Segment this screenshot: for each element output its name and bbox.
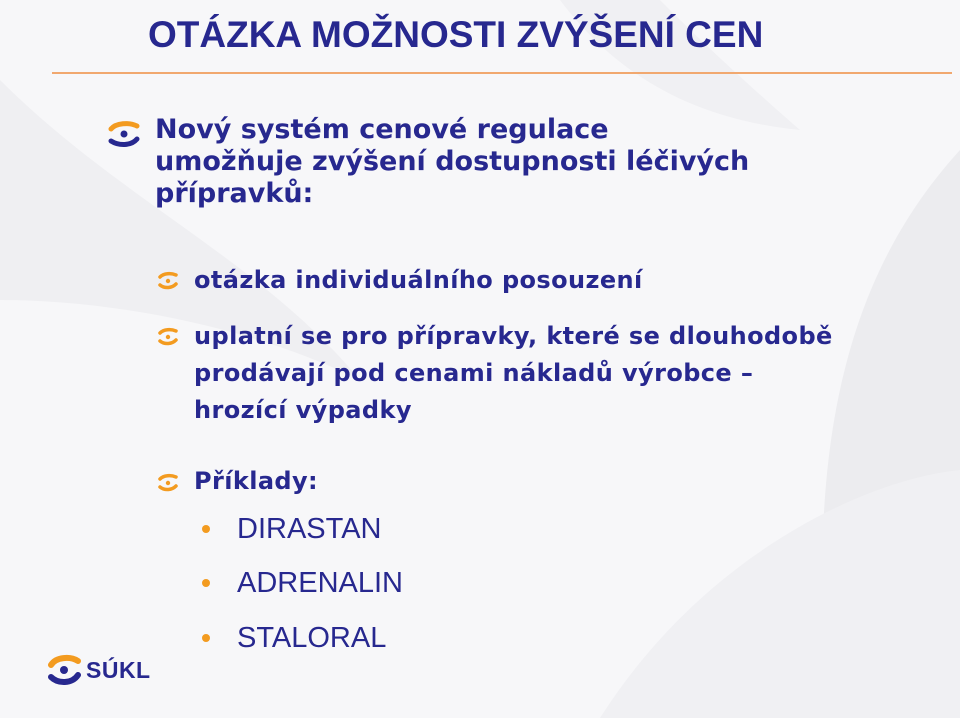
main-bullet-line: umožňuje zvýšení dostupnosti léčivých [155, 146, 750, 177]
swoosh-bullet-icon [157, 473, 179, 493]
example-item: DIRASTAN [237, 513, 382, 545]
main-bullet-line: Nový systém cenové regulace [155, 114, 609, 145]
sub-bullet-line: prodávají pod cenami nákladů výrobce – [194, 359, 754, 387]
sub-bullet-text [194, 318, 833, 429]
sub-bullet-text [194, 262, 643, 299]
sub-bullet-line: hrozící výpadky [194, 396, 412, 424]
example-item: STALORAL [237, 622, 387, 654]
sub-bullet-line: uplatní se pro přípravky, které se dlouhodobě [194, 322, 833, 350]
sukl-logo-icon [46, 654, 82, 688]
slide-title: OTÁZKA MOŽNOSTI ZVÝŠENÍ CEN [148, 14, 764, 55]
sub-bullet-line: otázka individuálního posouzení [194, 266, 643, 294]
swoosh-bullet-icon [107, 120, 141, 150]
dot-bullet-icon [202, 525, 210, 533]
main-bullet-text [155, 114, 749, 210]
swoosh-bullet-icon [157, 271, 179, 291]
swoosh-bullet-icon [157, 327, 179, 347]
sub-bullet-line: Příklady: [194, 467, 319, 495]
title-divider [52, 72, 952, 74]
example-item: ADRENALIN [237, 567, 403, 599]
sub-bullet-text [194, 463, 318, 500]
dot-bullet-icon [202, 634, 210, 642]
main-bullet-line: přípravků: [155, 178, 314, 209]
logo-text: SÚKL [86, 657, 151, 683]
dot-bullet-icon [202, 579, 210, 587]
